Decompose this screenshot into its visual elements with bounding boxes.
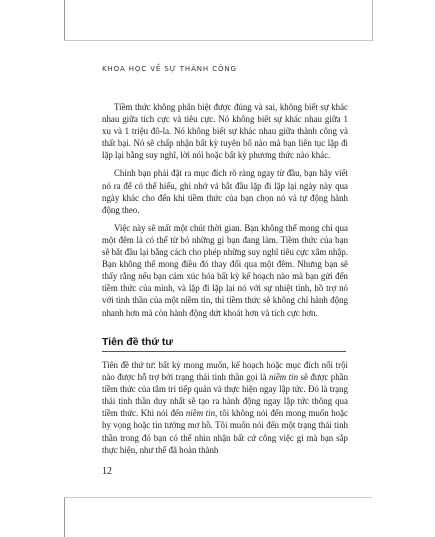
section-heading: Tiên đề thứ tư [102, 336, 174, 348]
page-edge-line [372, 0, 373, 41]
paragraph: Việc này sẽ mất một chút thời gian. Bạn không thể mong chỉ qua một đêm là có thể từ bỏ những gì bạn đang làm. Tiềm thức của bạn sẽ bắt đầu lại bằng cách cho phép những suy nghĩ tiêu cực xâm nhập. Bạn không thể mong điều đó thay đổi qua một đêm. Nhưng bạn sẽ thấy rằng nếu bạn cảm xúc hóa bất kỳ kế hoạch nào mà bạn gửi đến tiềm thức của mình, và lặp đi lặp lại nó với sự nhiệt tình, hồ trợ nó với tinh thần của một niềm tin, thì tiềm thức sẽ không chỉ hành động nhanh hơn mà còn hành động dứt khoát hơn và tích cực hơn. [102, 222, 348, 318]
paragraph [102, 359, 348, 456]
running-head: KHOA HỌC VỀ SỰ THÀNH CÔNG [102, 65, 237, 73]
page-edge-line [64, 40, 372, 41]
text-run: , tôi không nói đến mong muốn hoặc hy vọng hoặc tin tưởng mơ hồ. Tôi muốn nói đến một trạng thái tinh thần trong đó bạn có thể nhìn nhận bất cứ công việc gì mà bạn sắp thực hiện, như thể đã hoàn thành [102, 408, 348, 455]
emphasis: niềm tin [268, 372, 299, 383]
text-run: Tiên đề thứ tư: bất kỳ mong muốn, kế hoạch hoặc mục đích nổi trội nào được hỗ trợ bởi trạng thái tinh thần gọi là [102, 360, 348, 383]
page-edge-line [64, 0, 65, 41]
body-text-bottom [102, 359, 348, 462]
paragraph: Chính bạn phải đặt ra mục đích rõ ràng ngay từ đầu, bạn hãy viết nó ra để có thể hiểu, ghi nhớ và bắt đầu lặp đi lặp lại ngày này qua ngày khác cho đến khi tiềm thức của bạn chọn nó và tự động hành động theo. [102, 168, 348, 215]
page-number: 12 [102, 466, 112, 477]
page-edge-line [64, 497, 65, 537]
body-text-top [102, 101, 348, 325]
paragraph: Tiềm thức không phân biệt được đúng và sai, không biết sự khác nhau giữa tích cực và tiêu cực. Nó không biết sự khác nhau giữa 1 xu và 1 triệu đô-la. Nó không biết sự khác nhau giữa thành công và thất bại. Nó sẽ chấp nhận bất kỳ tuyên bố nào mà bạn liên tục lặp đi lặp lại bằng suy nghĩ, lời nói hoặc bất kỳ phương thức nào khác. [102, 102, 348, 161]
text-run: sẽ được phần tiềm thức của tâm trí tiếp quản và thực hiện ngay lập tức. Đó là trạng thái tinh thần duy nhất sẽ tạo ra hành động ngay lập tức thông qua tiềm thức. Khi nói đến [102, 372, 349, 419]
page-edge-line [64, 497, 372, 498]
section-divider [102, 351, 346, 352]
emphasis: niềm tin [185, 408, 216, 419]
